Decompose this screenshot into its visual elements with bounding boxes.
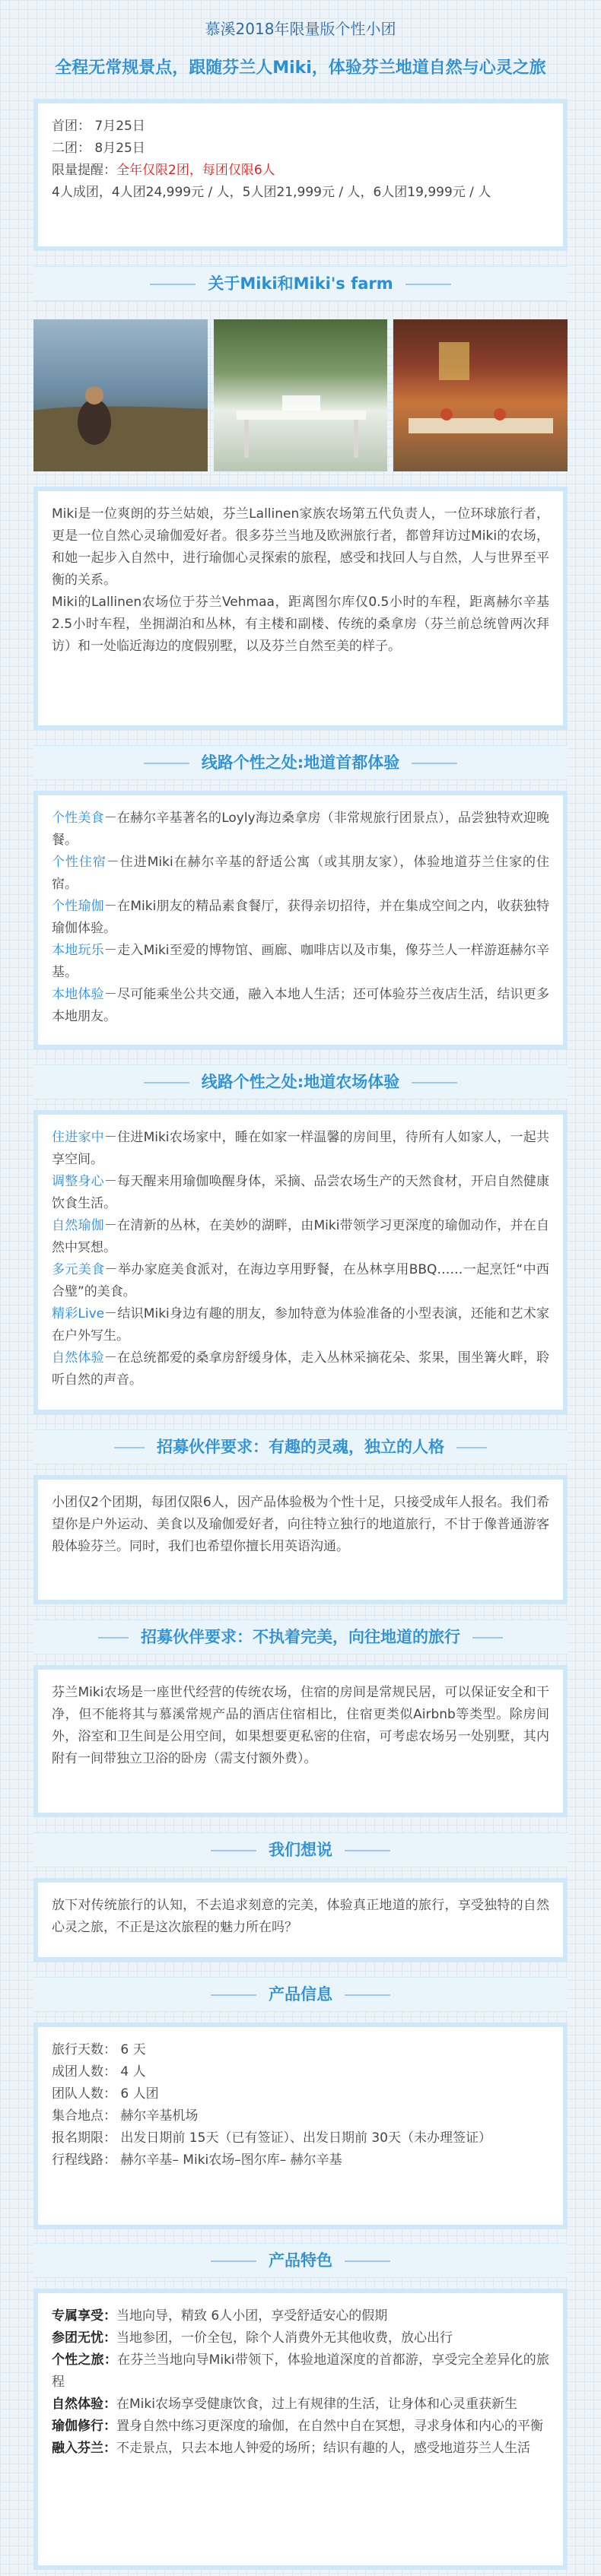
recruit1-heading [33, 1429, 568, 1464]
thoughts-heading [33, 1832, 568, 1867]
page-title: 慕溪2018年限量版个性小团 [205, 20, 396, 38]
info-row: 报名期限： 出发日期前 15天（已有签证）、出发日期前 30天（未办理签证） [52, 2130, 491, 2146]
city-box [33, 791, 568, 1049]
heading-divider [456, 1447, 487, 1448]
heading-divider [405, 284, 451, 285]
photo-indoor-dining [393, 319, 568, 471]
feature-item: 参团无忧：当地参团，一价全包，除个人消费外无其他收费，放心出行 [52, 2330, 453, 2346]
limit-value: 全年仅限2团，每团仅限6人 [116, 163, 275, 178]
heading-divider [345, 1994, 390, 1996]
thoughts-heading-text: 我们想说 [269, 1841, 332, 1859]
list-item: 个性住宿－住进Miki在赫尔辛基的舒适公寓（或其朋友家），体验地道芬兰住家的住宿。 [52, 855, 549, 892]
lake-scene-icon [33, 319, 208, 471]
list-item: 自然体验－在总统都爱的桑拿房舒缓身体，走入丛林采摘花朵、浆果，围坐篝火畔，聆听自然的声音。 [52, 1350, 550, 1388]
recruit2-heading [33, 1620, 568, 1654]
info-heading [33, 1977, 568, 2012]
info-row: 旅行天数： 6 天 [52, 2042, 146, 2057]
heading-divider [412, 1082, 457, 1083]
photo-woman-by-lake [33, 319, 208, 471]
feature-item: 个性之旅：在芬兰当地向导Miki带领下，体验地道深度的首都游，享受完全差异化的旅程 [52, 2352, 549, 2390]
info-heading-text: 产品信息 [269, 1985, 332, 2003]
schedule-box [33, 99, 568, 251]
thoughts-box [33, 1878, 568, 1962]
recruit2-text: 芬兰Miki农场是一座世代经营的传统农场，住宿的房间是常规民居，可以保证安全和干净，但不能将其与慕溪常规产品的酒店住宿相比，住宿更类似Airbnb等类型。除房间外，浴室和卫生间是公用空间，如果想要更私密的住宿，可考虑农场另一处别墅，其内附有一间带独立卫浴的卧房（需支付额外费）。 [52, 1685, 549, 1766]
farm-heading-text: 线路个性之处:地道农场体验 [201, 1073, 400, 1091]
farm-heading [33, 1064, 568, 1099]
info-row: 团队人数： 6 人团 [52, 2086, 159, 2102]
heading-divider [98, 1637, 129, 1639]
heading-divider [211, 1994, 256, 1996]
list-item: 调整身心－每天醒来用瑜伽唤醒身体，采摘、品尝农场生产的天然食材，开启自然健康饮食生活。 [52, 1174, 550, 1211]
features-box [33, 2289, 568, 2570]
info-row: 集合地点： 赫尔辛基机场 [52, 2108, 199, 2124]
photo-strip [33, 319, 568, 471]
about-heading-text: 关于Miki和Miki's farm [208, 274, 393, 293]
about-paragraph-2: Miki的Lallinen农场位于芬兰Vehmaa，距离图尔库仅0.5小时的车程，距离赫尔辛基2.5小时车程，坐拥湖泊和丛林，有主楼和副楼、传统的桑拿房（芬兰前总统曾两次拜访）和一处临近海边的度假别墅，以及芬兰自然至美的样子。 [52, 595, 549, 654]
recruit1-box [33, 1475, 568, 1604]
features-heading-text: 产品特色 [269, 2251, 332, 2270]
feature-item: 融入芬兰：不走景点，只去本地人钟爱的场所；结识有趣的人，感受地道芬兰人生活 [52, 2441, 530, 2456]
info-row: 行程线路： 赫尔辛基– Miki农场–图尔库– 赫尔辛基 [52, 2152, 342, 2168]
page-subtitle: 全程无常规景点，跟随芬兰人Miki，体验芬兰地道自然与心灵之旅 [55, 59, 546, 78]
recruit1-heading-text: 招募伙伴要求：有趣的灵魂，独立的人格 [157, 1438, 444, 1456]
features-heading [33, 2243, 568, 2278]
first-group-date: 首团： 7月25日 [52, 119, 145, 134]
price-info: 4人成团，4人团24,999元 / 人，5人团21,999元 / 人，6人团19,999元 / 人 [52, 185, 491, 200]
dining-room-icon [393, 319, 568, 471]
heading-divider [472, 1637, 503, 1639]
heading-divider [144, 763, 189, 764]
list-item: 个性美食－在赫尔辛基著名的Loyly海边桑拿房（非常规旅行团景点），品尝独特欢迎晚餐。 [52, 811, 550, 848]
thoughts-text: 放下对传统旅行的认知，不去追求刻意的完美，体验真正地道的旅行，享受独特的自然心灵之旅，不正是这次旅程的魅力所在吗？ [52, 1898, 549, 1935]
heading-divider [114, 1447, 145, 1448]
heading-divider [345, 1850, 390, 1851]
list-item: 本地玩乐－走入Miki至爱的博物馆、画廊、咖啡店以及市集，像芬兰人一样游逛赫尔辛基。 [52, 943, 550, 980]
heading-divider [345, 2260, 390, 2262]
list-item: 个性瑜伽－在Miki朋友的精品素食餐厅，获得亲切招待，并在集成空间之内，收获独特瑜伽体验。 [52, 899, 550, 936]
about-paragraph-1: Miki是一位爽朗的芬兰姑娘，芬兰Lallinen家族农场第五代负责人，一位环球旅行者，更是一位自然心灵瑜伽爱好者。很多芬兰当地及欧洲旅行者，都曾拜访过Miki的农场，和她一起步入自然中，进行瑜伽心灵探索的旅程，感受和找回人与自然，人与世界至平衡的关系。 [52, 506, 549, 588]
list-item: 多元美食－举办家庭美食派对，在海边享用野餐，在丛林享用BBQ……一起烹饪“中西合璧”的美食。 [52, 1262, 550, 1299]
heading-divider [144, 1082, 189, 1083]
list-item: 本地体验－尽可能乘坐公共交通，融入本地人生活；还可体验芬兰夜店生活，结识更多本地朋友。 [52, 987, 550, 1024]
dining-table-icon [214, 319, 388, 471]
heading-divider [412, 763, 457, 764]
farm-box [33, 1110, 568, 1414]
info-row: 成团人数： 4 人 [52, 2064, 146, 2080]
recruit2-box [33, 1665, 568, 1817]
feature-item: 专属享受：当地向导，精致 6人小团，享受舒适安心的假期 [52, 2308, 388, 2324]
photo-outdoor-dining [214, 319, 388, 471]
limit-reminder [52, 160, 549, 182]
list-item: 住进家中－住进Miki农场家中，睡在如家一样温馨的房间里，待所有人如家人，一起共享空间。 [52, 1130, 550, 1167]
heading-divider [211, 2260, 256, 2262]
feature-item: 瑜伽修行：置身自然中练习更深度的瑜伽，在自然中自在冥想，寻求身体和内心的平衡 [52, 2419, 543, 2434]
recruit1-text: 小团仅2个团期，每团仅限6人，因产品体验极为个性十足，只接受成年人报名。我们希望你是户外运动、美食以及瑜伽爱好者，向往特立独行的地道旅行，不甘于像普通游客般体验芬兰。同时，我们也希望你擅长用英语沟通。 [52, 1495, 549, 1554]
limit-label: 限量提醒： [52, 163, 116, 178]
heading-divider [211, 1850, 256, 1851]
heading-divider [150, 284, 196, 285]
list-item: 自然瑜伽－在清新的丛林，在美妙的湖畔，由Miki带领学习更深度的瑜伽动作，并在自然中冥想。 [52, 1218, 550, 1255]
about-box [33, 487, 568, 730]
city-heading-text: 线路个性之处:地道首都体验 [201, 753, 400, 772]
second-group-date: 二团： 8月25日 [52, 141, 145, 156]
recruit2-heading-text: 招募伙伴要求：不执着完美，向往地道的旅行 [141, 1628, 460, 1646]
info-box [33, 2022, 568, 2229]
list-item: 精彩Live－结识Miki身边有趣的朋友，参加特意为体验准备的小型表演，还能和艺术家在户外写生。 [52, 1306, 549, 1344]
feature-item: 自然体验：在Miki农场享受健康饮食，过上有规律的生活，让身体和心灵重获新生 [52, 2397, 517, 2412]
about-heading [33, 266, 568, 301]
city-heading [33, 745, 568, 780]
